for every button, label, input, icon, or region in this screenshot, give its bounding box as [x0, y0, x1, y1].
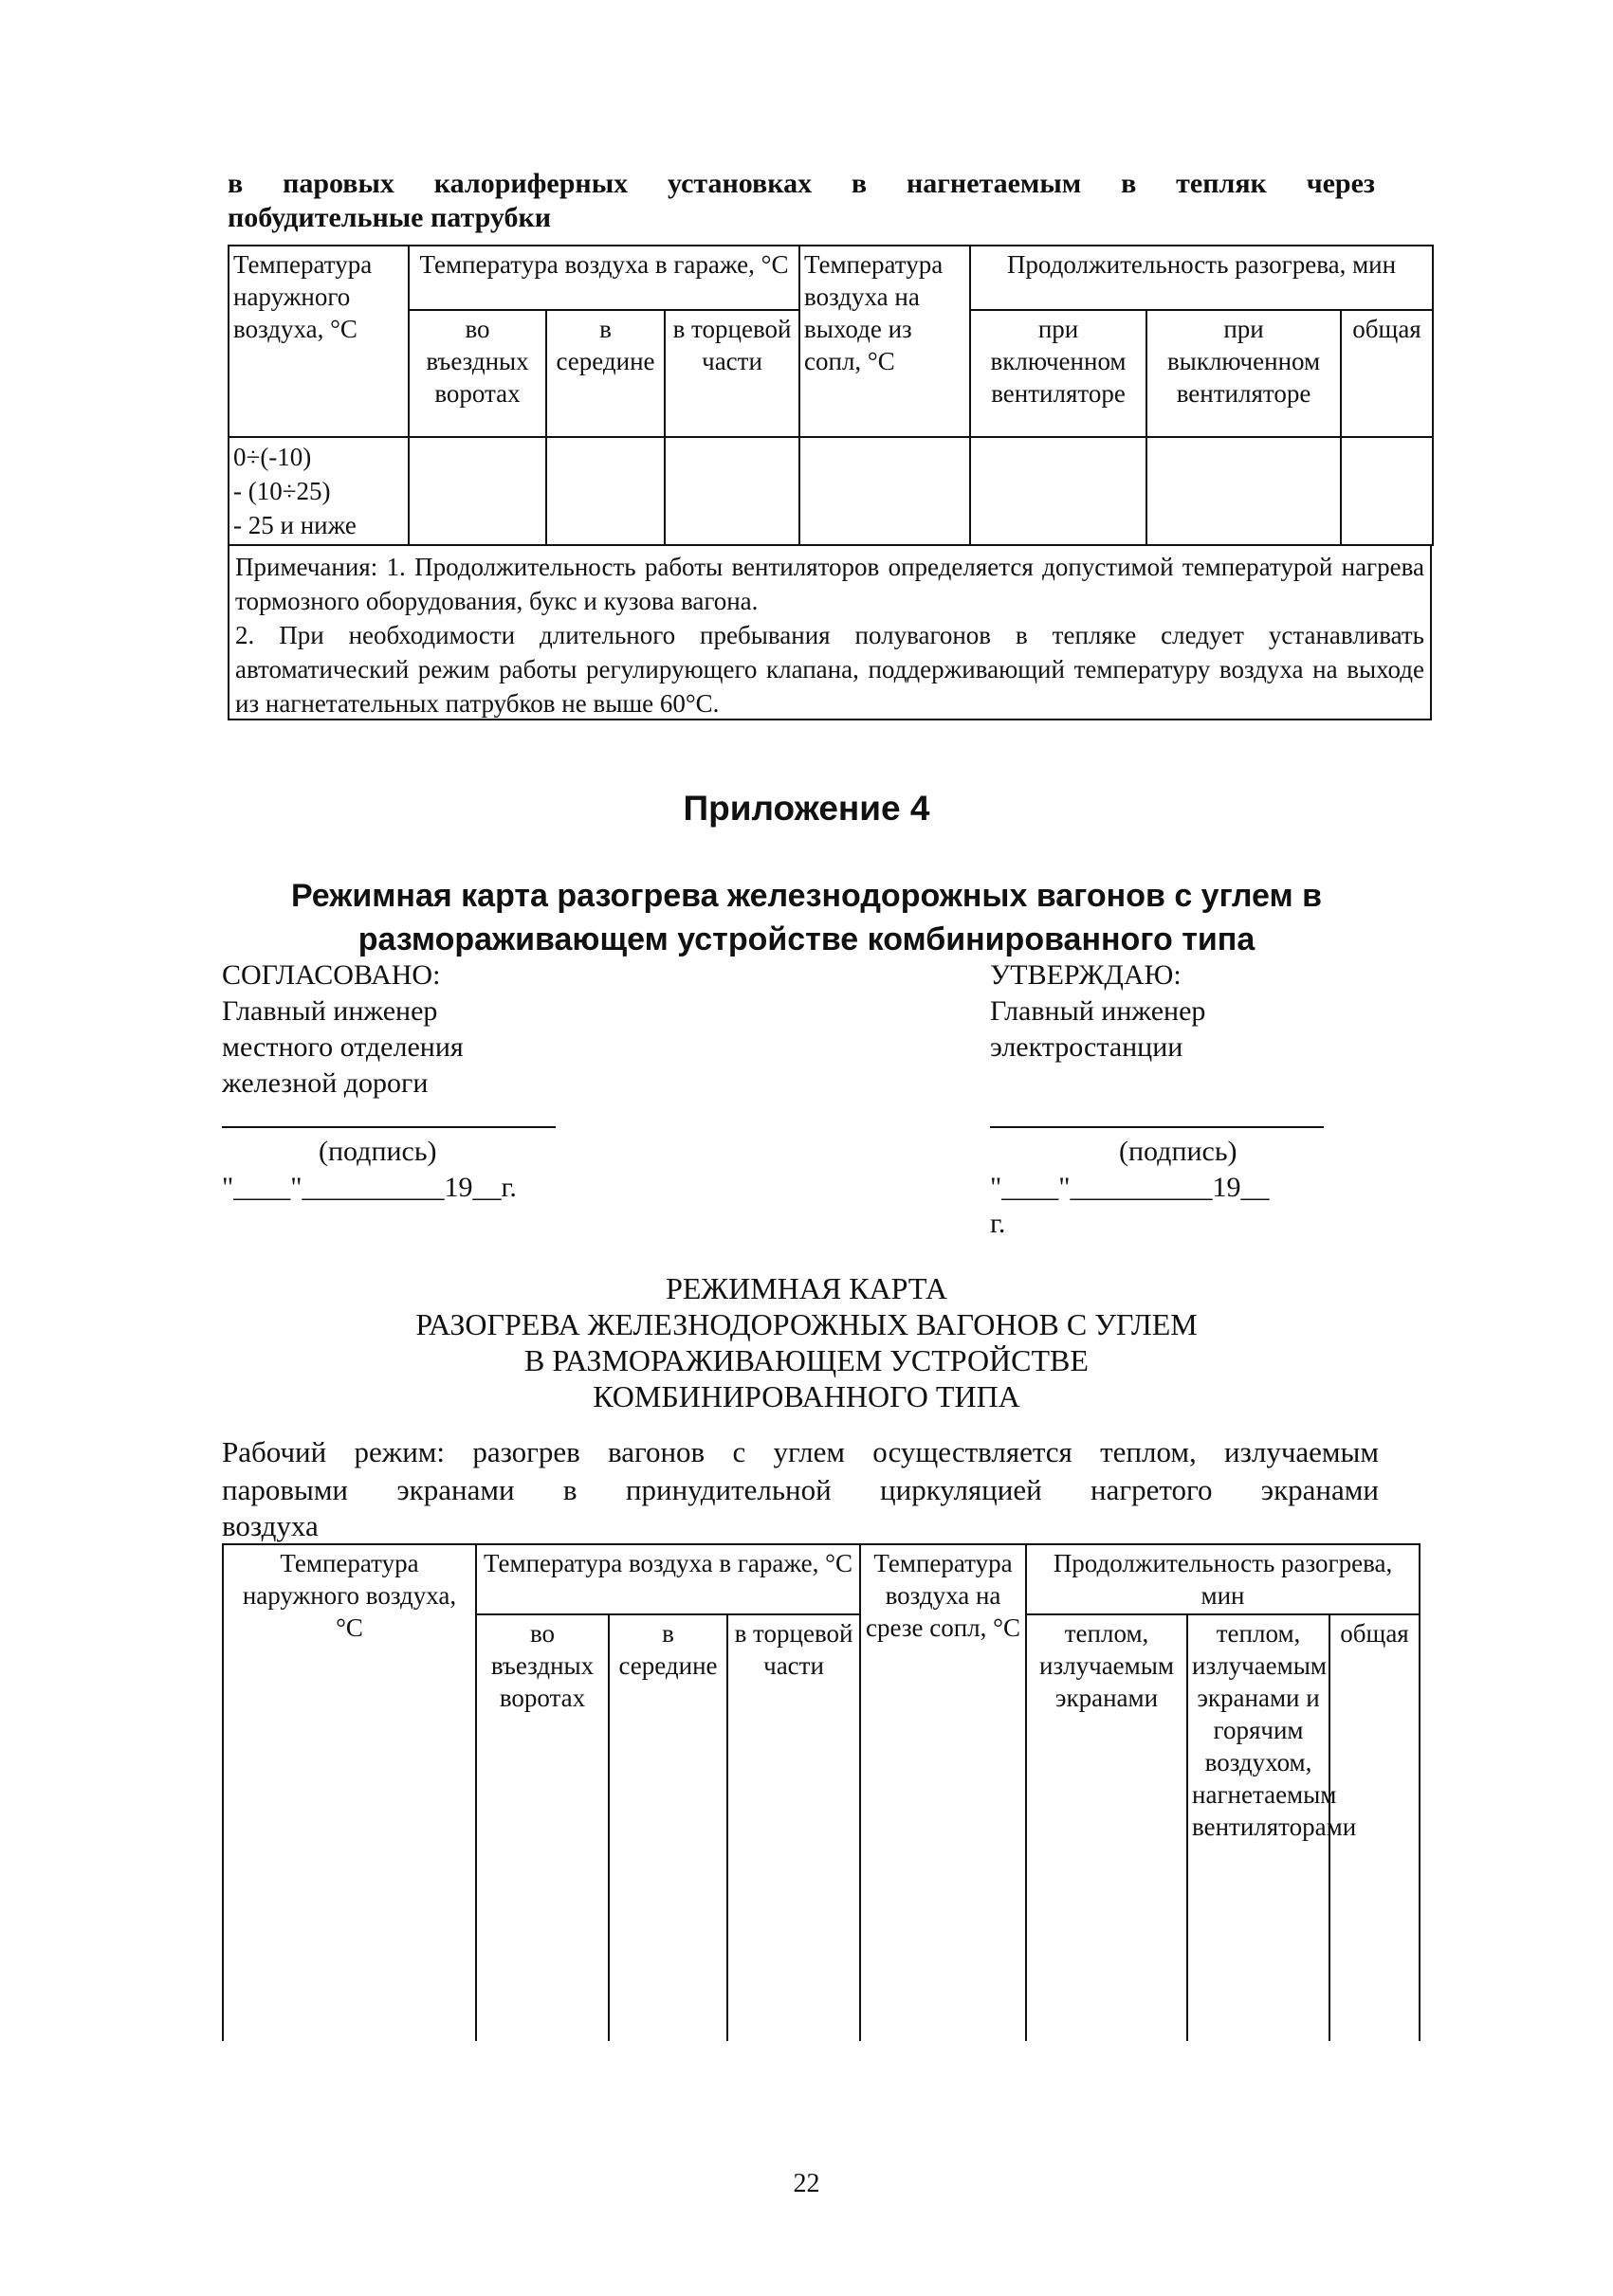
header-garage-temp: Температура воздуха в гараже, °С [409, 246, 799, 310]
header-nozzle-temp: Температура воздуха на выходе из сопл, °С [799, 246, 970, 437]
cell-empty [1341, 437, 1433, 545]
cell-empty [799, 437, 970, 545]
agreed-line-3: железной дороги [222, 1067, 429, 1099]
mode-line-1: Рабочий режим: разогрев вагонов с углем осуществляется теплом, излучаемым [222, 1435, 1379, 1468]
approved-block [990, 957, 1205, 1066]
note-2: 2. При необходимости длительного пребывания полувагонов в тепляке следует устанавливать автоматический режим работы регулирующего клапана, поддерживающий температуру воздуха на выходе из нагнетательных патрубков не выше 60°С. [235, 621, 1424, 718]
header-end-part: в торцевой части [665, 310, 799, 437]
approved-line-2: электростанции [990, 1031, 1183, 1063]
page-number: 22 [793, 2169, 820, 2198]
header-total: общая [1341, 310, 1433, 437]
agreed-line-1: Главный инженер [222, 995, 438, 1027]
header-screens-air: теплом, излучаемым экранами и горячим воздухом, нагнетаемым вентиляторами [1187, 1614, 1329, 2041]
map-title-line-1: РЕЖИМНАЯ КАРТА [666, 1271, 947, 1305]
header-total: общая [1329, 1614, 1420, 2041]
agreed-block [222, 957, 464, 1102]
header-outdoor-temp: Температура наружного воздуха, °С [229, 246, 409, 437]
map-title-line-3: В РАЗМОРАЖИВАЮЩЕМ УСТРОЙСТВЕ [524, 1343, 1089, 1377]
intro-line-2: побудительные патрубки [228, 202, 552, 233]
cell-empty [1146, 437, 1341, 545]
map-title [0, 1270, 1613, 1414]
cell-empty [665, 437, 799, 545]
header-duration: Продолжительность разогрева, мин [1026, 1544, 1420, 1614]
map-title-line-2: РАЗОГРЕВА ЖЕЛЕЗНОДОРОЖНЫХ ВАГОНОВ С УГЛЕМ [415, 1307, 1198, 1341]
header-screens: теплом, излучаемым экранами [1026, 1614, 1187, 2041]
agreed-label: СОГЛАСОВАНО: [222, 959, 441, 991]
note-1: Примечания: 1. Продолжительность работы вентиляторов определяется допустимой температурой нагрева тормозного оборудования, букс и кузова вагона. [235, 553, 1424, 615]
intro-line-1: в паровых калориферных установках в нагнетаемым в тепляк через [228, 168, 1375, 199]
agreed-signature-caption: (подпись) [319, 1136, 437, 1167]
table-steam-heaters [228, 245, 1434, 546]
approved-year-suffix: г. [990, 1208, 1006, 1239]
approved-line-1: Главный инженер [990, 995, 1206, 1027]
header-entry-gate: во въездных воротах [409, 310, 546, 437]
notes-box [228, 544, 1432, 720]
header-entry-gate: во въездных воротах [476, 1614, 609, 2041]
appendix-heading: Приложение 4 [683, 789, 930, 828]
header-nozzle-temp: Температура воздуха на срезе сопл, °С [860, 1544, 1026, 2041]
mode-line-3: воздуха [222, 1509, 319, 1542]
header-middle: в середине [609, 1614, 727, 2041]
agreed-date: "____"__________19__г. [222, 1172, 517, 1203]
appendix-title [0, 874, 1613, 961]
appendix-title-line-2: размораживающем устройстве комбинированного типа [357, 921, 1256, 957]
cell-empty [546, 437, 665, 545]
agreed-signature-line [222, 1126, 556, 1128]
map-title-line-4: КОМБИНИРОВАННОГО ТИПА [593, 1379, 1020, 1413]
header-middle: в середине [546, 310, 665, 437]
header-duration: Продолжительность разогрева, мин [970, 246, 1433, 310]
row-label-2: - (10÷25) [233, 477, 331, 505]
header-fan-on: при включенном вентиляторе [970, 310, 1146, 437]
header-garage-temp: Температура воздуха в гараже, °С [476, 1544, 860, 1614]
header-fan-off: при выключенном вентиляторе [1146, 310, 1341, 437]
cell-empty [409, 437, 546, 545]
row-label-3: - 25 и ниже [233, 511, 357, 539]
approved-date: "____"__________19__ [990, 1172, 1270, 1203]
appendix-title-line-1: Режимная карта разогрева железнодорожных вагонов с углем в [290, 878, 1323, 914]
cell-empty [970, 437, 1146, 545]
agreed-line-2: местного отделения [222, 1031, 464, 1063]
approved-label: УТВЕРЖДАЮ: [990, 959, 1182, 991]
table-row-labels [229, 437, 409, 545]
row-label-1: 0÷(-10) [233, 443, 312, 471]
header-outdoor-temp: Температура наружного воздуха, °С [223, 1544, 476, 2041]
table-combined-unit [222, 1543, 1421, 2041]
approved-signature-caption: (подпись) [1119, 1136, 1237, 1167]
header-end-part: в торцевой части [727, 1614, 860, 2041]
mode-line-2: паровыми экранами в принудительной циркуляцией нагретого экранами [222, 1473, 1379, 1506]
approved-signature-line [990, 1126, 1324, 1128]
